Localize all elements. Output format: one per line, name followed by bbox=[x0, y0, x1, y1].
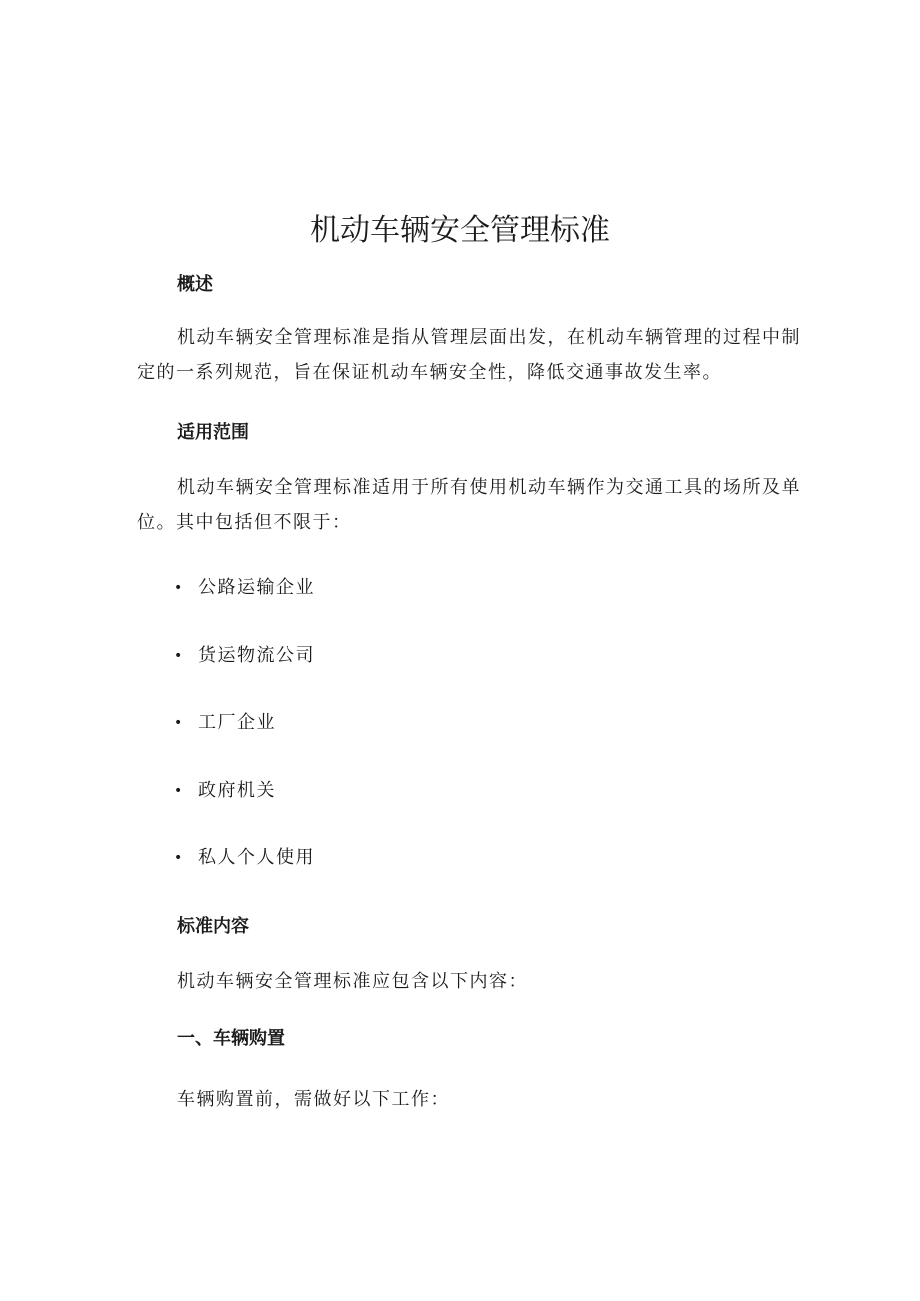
list-item-text: 公路运输企业 bbox=[198, 577, 315, 598]
list-item bbox=[174, 710, 315, 736]
section-purchase-heading: 一、车辆购置 bbox=[177, 1028, 285, 1049]
overview-heading: 概述 bbox=[177, 274, 213, 295]
bullet-icon: • bbox=[174, 715, 184, 731]
document-title: 机动车辆安全管理标准 bbox=[310, 213, 610, 248]
scope-heading: 适用范围 bbox=[177, 422, 249, 443]
scope-paragraph: 机动车辆安全管理标准适用于所有使用机动车辆作为交通工具的场所及单位。其中包括但不限于： bbox=[137, 477, 801, 533]
scope-list bbox=[174, 575, 315, 913]
list-item-text: 私人个人使用 bbox=[198, 847, 315, 868]
list-item-text: 货运物流公司 bbox=[198, 644, 315, 666]
list-item bbox=[174, 575, 315, 601]
section-purchase-text: 车辆购置前，需做好以下工作： bbox=[177, 1089, 450, 1110]
bullet-icon: • bbox=[174, 647, 184, 664]
bullet-icon: • bbox=[174, 580, 184, 596]
bullet-icon: • bbox=[174, 782, 184, 799]
content-heading: 标准内容 bbox=[177, 916, 249, 937]
list-item bbox=[174, 643, 315, 669]
overview-paragraph: 机动车辆安全管理标准是指从管理层面出发，在机动车辆管理的过程中制定的一系列规范，旨在保证机动车辆安全性，降低交通事故发生率。 bbox=[137, 327, 801, 383]
list-item bbox=[174, 845, 315, 871]
content-intro: 机动车辆安全管理标准应包含以下内容： bbox=[177, 971, 528, 992]
list-item-text: 政府机关 bbox=[198, 779, 276, 801]
bullet-icon: • bbox=[174, 850, 184, 866]
list-item-text: 工厂企业 bbox=[198, 712, 276, 733]
list-item bbox=[174, 778, 315, 804]
